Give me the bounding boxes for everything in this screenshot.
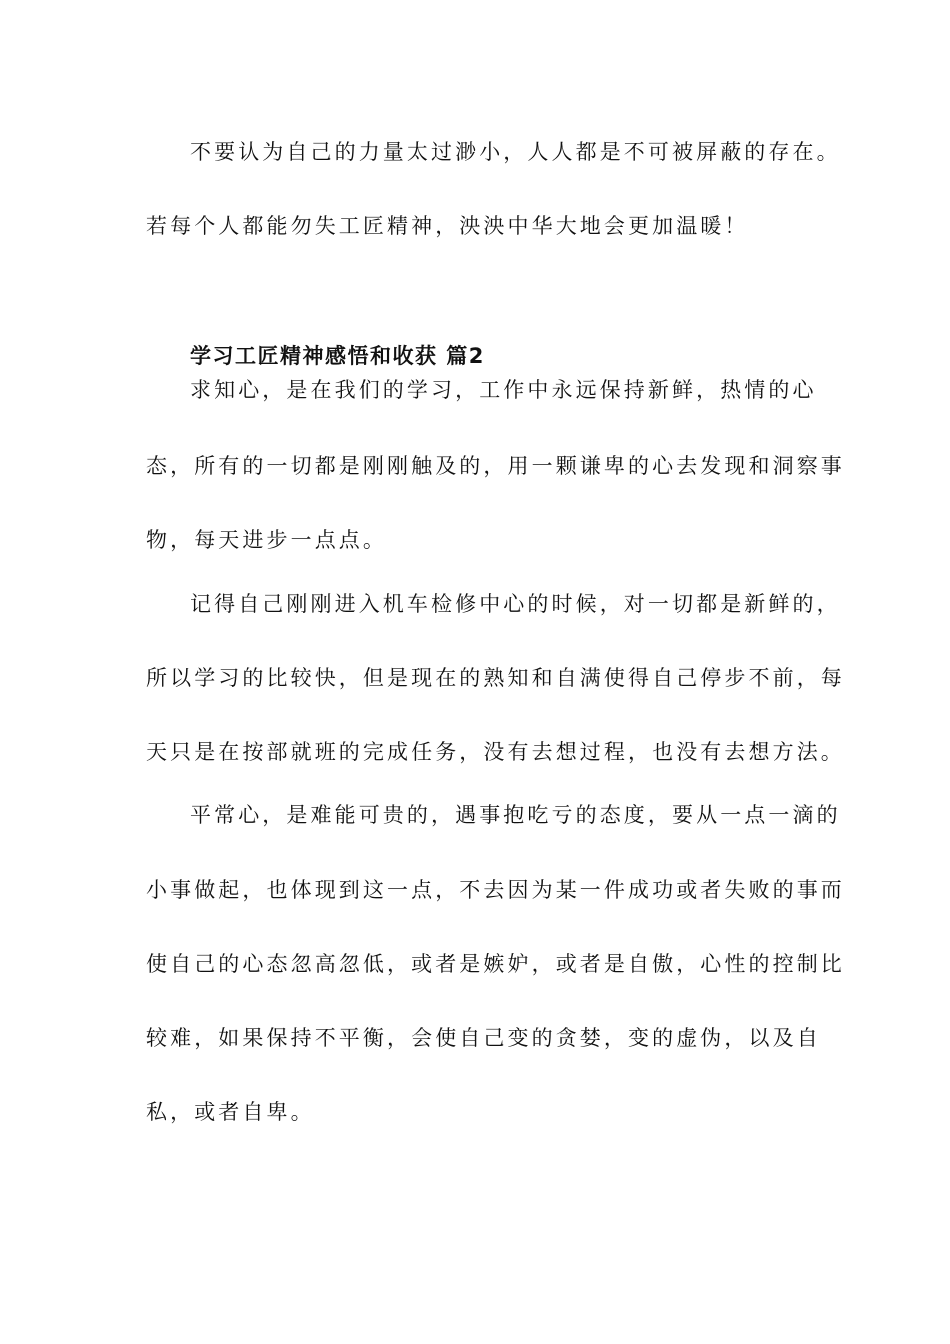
section-heading: 学习工匠精神感悟和收获 篇2 bbox=[190, 344, 485, 368]
intro-line-2: 若每个人都能勿失工匠精神，泱泱中华大地会更加温暖！ bbox=[146, 214, 749, 238]
paragraph-3-line-2: 小事做起，也体现到这一点，不去因为某一件成功或者失败的事而 bbox=[146, 878, 845, 902]
paragraph-3-line-5: 私，或者自卑。 bbox=[146, 1100, 315, 1124]
intro-line-1: 不要认为自己的力量太过渺小，人人都是不可被屏蔽的存在。 bbox=[190, 140, 841, 164]
paragraph-3-line-4: 较难，如果保持不平衡，会使自己变的贪婪，变的虚伪，以及自 bbox=[146, 1026, 821, 1050]
paragraph-2-line-3: 天只是在按部就班的完成任务，没有去想过程，也没有去想方法。 bbox=[146, 740, 845, 764]
paragraph-2-line-1: 记得自己刚刚进入机车检修中心的时候，对一切都是新鲜的， bbox=[190, 592, 841, 616]
paragraph-3-line-1: 平常心，是难能可贵的，遇事抱吃亏的态度，要从一点一滴的 bbox=[190, 803, 841, 827]
paragraph-1-line-3: 物，每天进步一点点。 bbox=[146, 528, 387, 552]
paragraph-1-line-2: 态，所有的一切都是刚刚触及的，用一颗谦卑的心去发现和洞察事 bbox=[146, 454, 845, 478]
paragraph-2-line-2: 所以学习的比较快，但是现在的熟知和自满使得自己停步不前，每 bbox=[146, 666, 845, 690]
paragraph-1-line-1: 求知心，是在我们的学习，工作中永远保持新鲜，热情的心 bbox=[190, 378, 817, 402]
paragraph-3-line-3: 使自己的心态忽高忽低，或者是嫉妒，或者是自傲，心性的控制比 bbox=[146, 952, 845, 976]
